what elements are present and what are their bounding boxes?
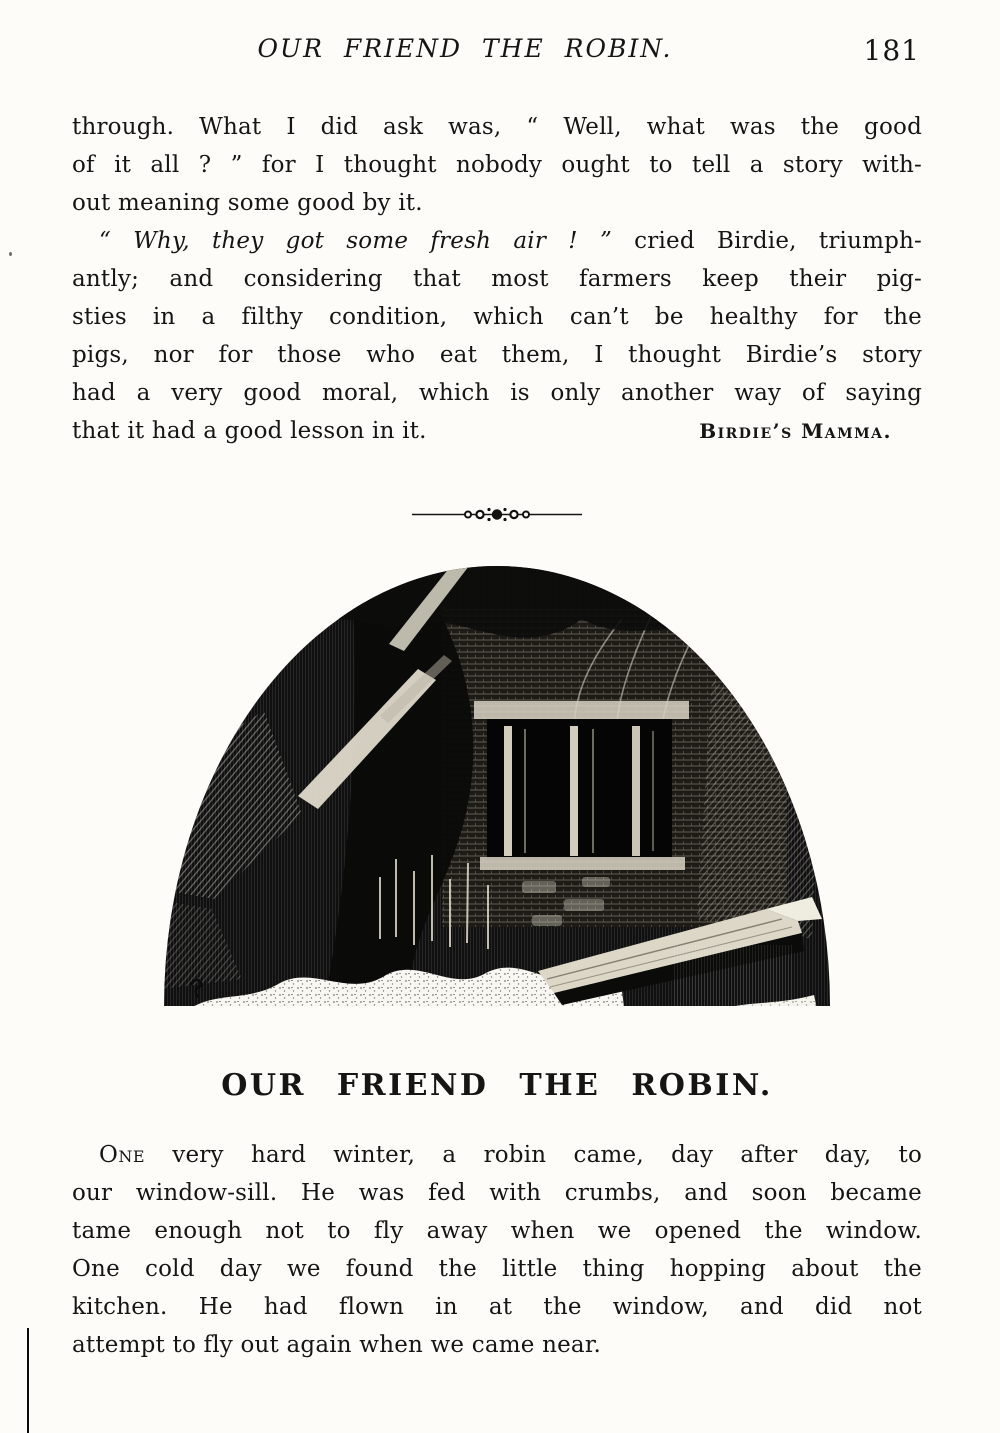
window-sill	[480, 857, 685, 870]
ornamental-divider	[72, 506, 922, 522]
text-line	[72, 1136, 922, 1174]
text-after-quote: cried Birdie, triumph-	[611, 228, 923, 254]
paragraph-continued	[72, 108, 922, 222]
text-line: our window-sill. He was fed with crumbs, and soon became	[72, 1180, 922, 1206]
first-line-text: very hard winter, a robin came, day after day, to	[145, 1142, 922, 1168]
text-line: antly; and considering that most farmers keep their pig-	[72, 266, 922, 292]
section-title: OUR FRIEND THE ROBIN.	[221, 1068, 773, 1103]
text-line	[72, 222, 922, 260]
text-line: had a very good moral, which is only another way of saying	[72, 380, 922, 406]
scan-artifact-speck	[9, 252, 12, 256]
paragraph-birdie-quote	[72, 222, 922, 450]
scan-artifact-line	[27, 1328, 29, 1433]
arched-garden-engraving-image	[152, 559, 842, 1024]
window-lintel	[474, 701, 689, 719]
text-line: of it all ? ” for I thought nobody ought to tell a story with-	[72, 152, 922, 178]
window-mullion	[504, 726, 512, 856]
text-line: One cold day we found the little thing hopping about the	[72, 1256, 922, 1282]
running-title: OUR FRIEND THE ROBIN.	[257, 34, 673, 63]
plank-under-hatching	[672, 945, 792, 1015]
lead-word: One	[99, 1142, 146, 1168]
cottage-window	[474, 701, 689, 870]
page-header	[72, 34, 922, 74]
quoted-speech: “ Why, they got some fresh air ! ”	[99, 228, 612, 254]
paragraph-robin-story	[72, 1136, 922, 1364]
text-line	[72, 412, 922, 450]
text-line: sties in a filthy condition, which can’t be healthy for the	[72, 304, 922, 330]
text-line: through. What I did ask was, “ Well, what was the good	[72, 114, 922, 140]
text-line: attempt to fly out again when we came near.	[72, 1332, 601, 1358]
divider-ornament-icon	[412, 506, 582, 522]
text-line: pigs, nor for those who eat them, I thought Birdie’s story	[72, 342, 922, 368]
paragraph-last-line: that it had a good lesson in it.	[72, 418, 427, 444]
upper-foliage	[152, 559, 842, 638]
text-line: out meaning some good by it.	[72, 190, 423, 216]
window-mullion	[570, 726, 578, 856]
author-signature: Birdie’s Mamma.	[699, 419, 892, 443]
text-line: kitchen. He had flown in at the window, and did not	[72, 1294, 922, 1320]
window-opening	[487, 719, 672, 859]
text-line: tame enough not to fly away when we opened the window.	[72, 1218, 922, 1244]
page-number: 181	[863, 34, 920, 67]
engraving-illustration	[152, 559, 842, 1024]
window-mullion	[632, 726, 640, 856]
